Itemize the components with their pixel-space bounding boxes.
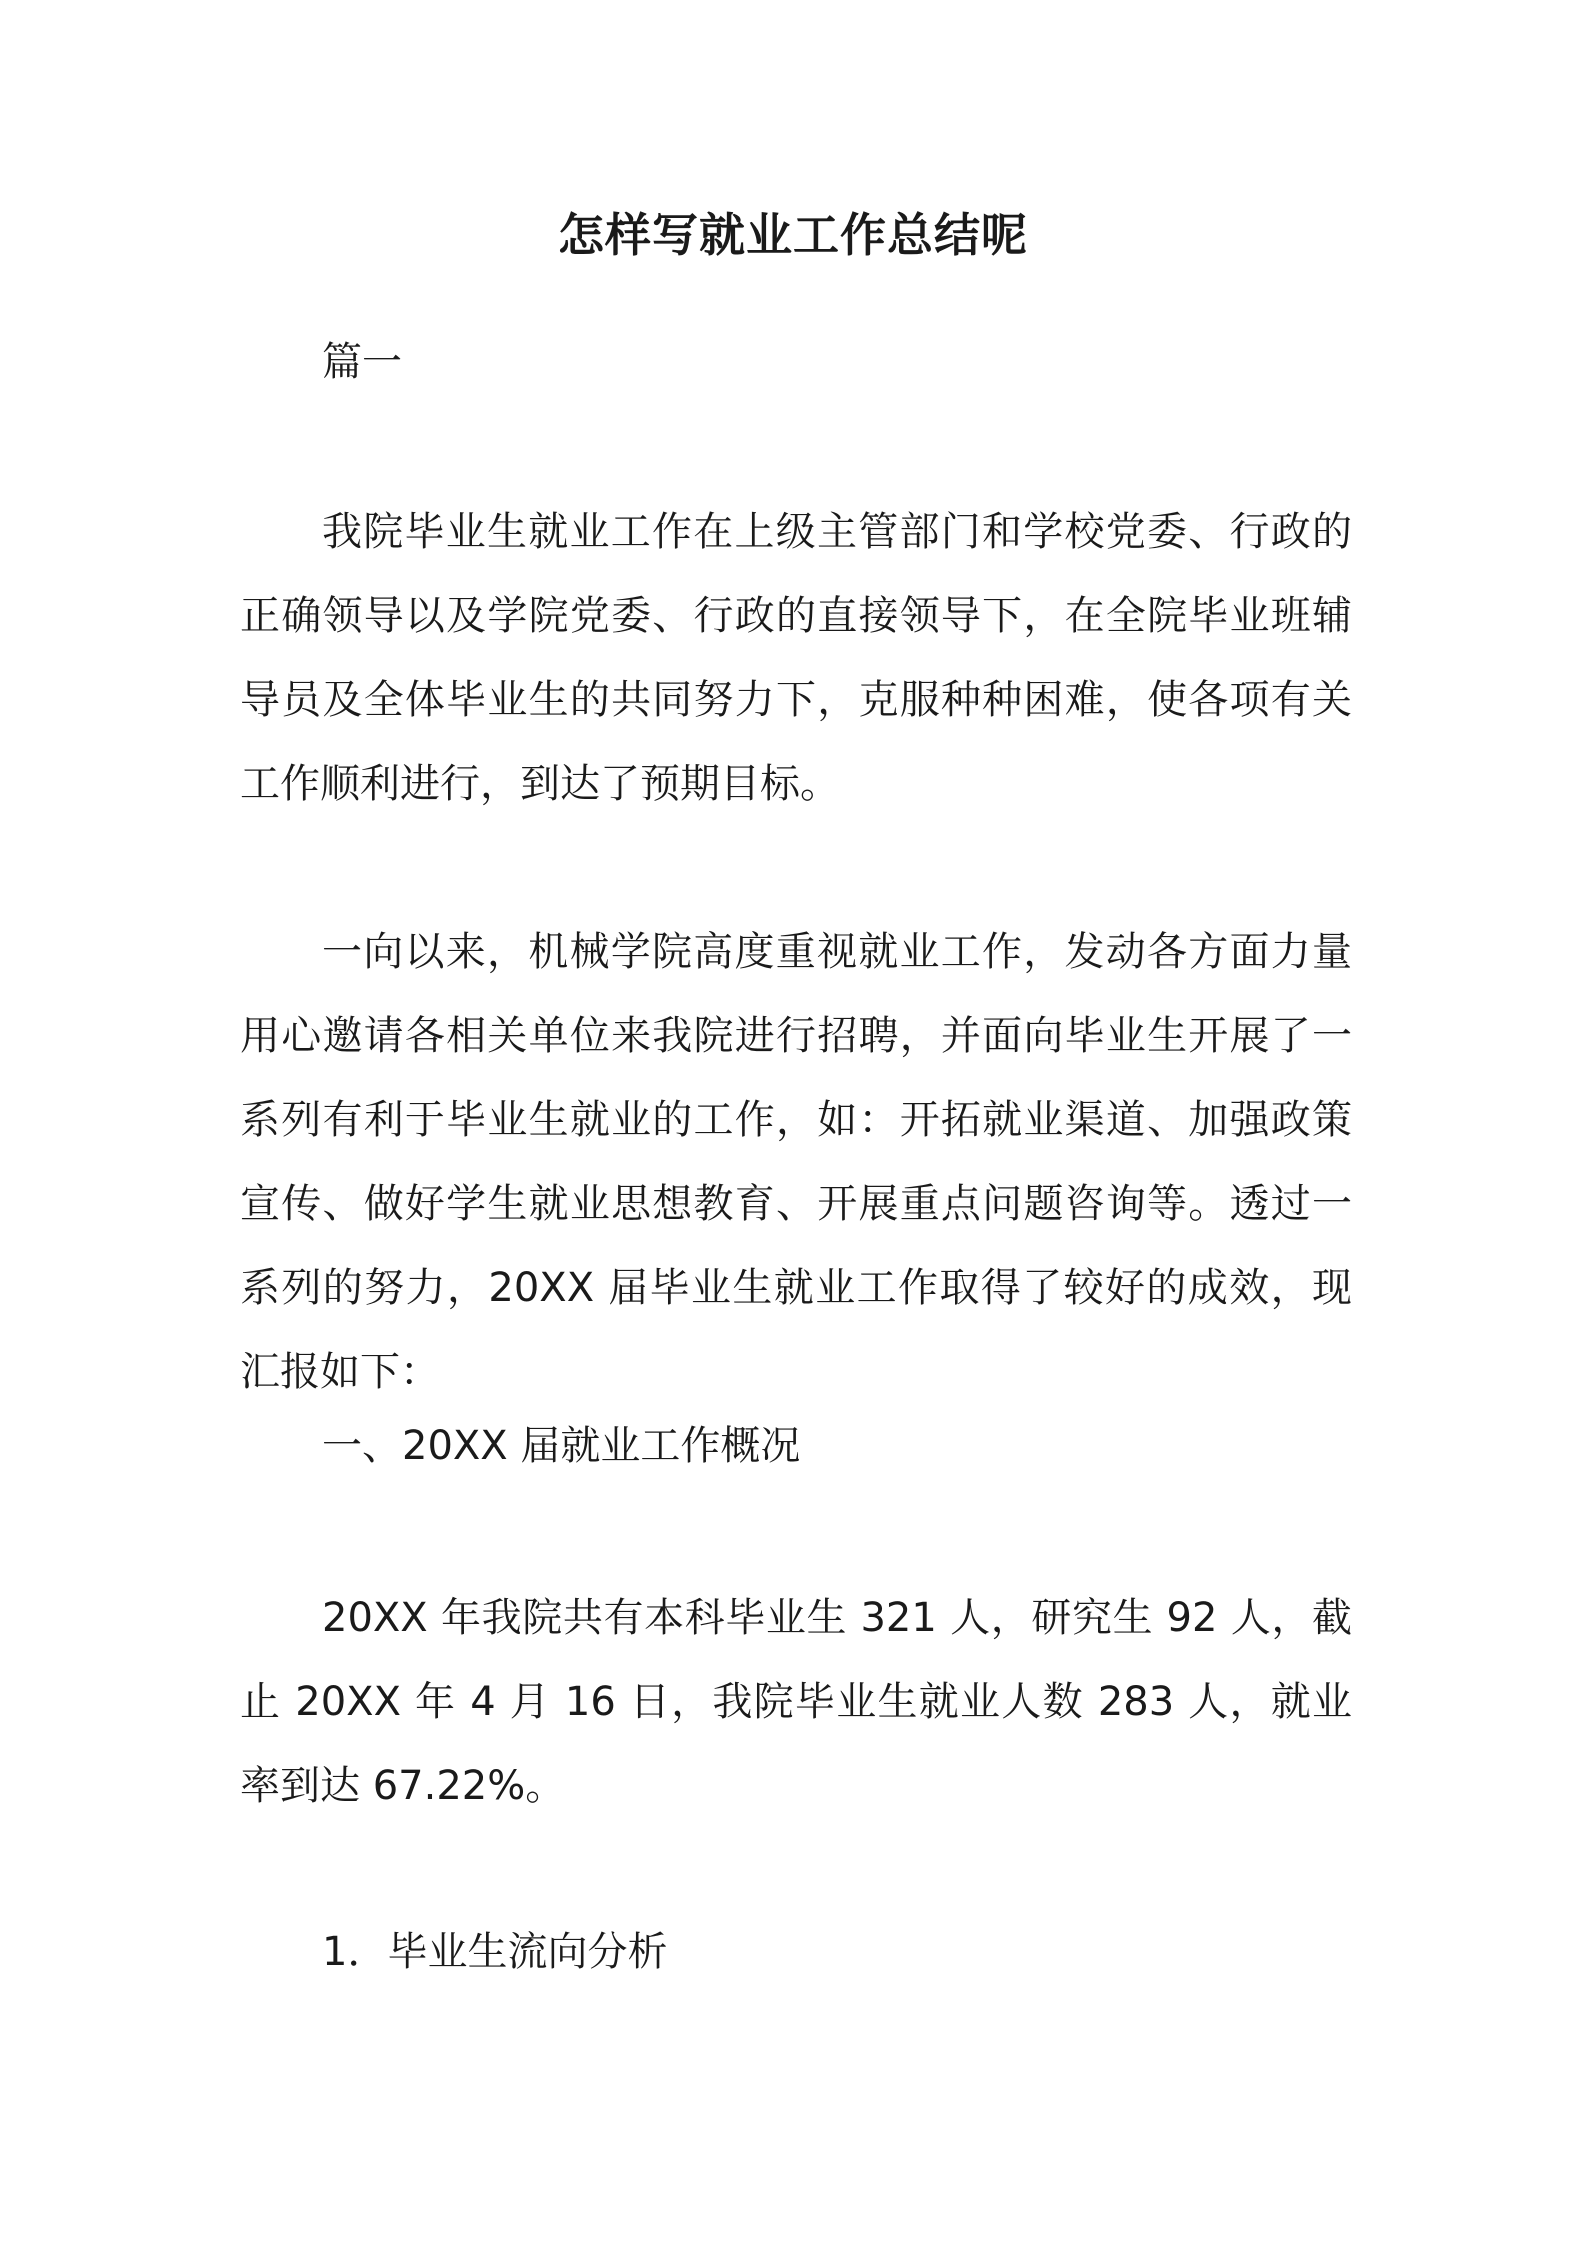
section-heading-employment-overview: 一、20XX 届就业工作概况 (322, 1423, 801, 1469)
paragraph-intro: 我院毕业生就业工作在上级主管部门和学校党委、行政的正确领导以及学院党委、行政的直接领导下，在全院毕业班辅导员及全体毕业生的共同努力下，克服种种困难，使各项有关工作顺利进行，到达了预期目标。 (240, 509, 1352, 807)
section-label: 篇一 (322, 339, 402, 385)
document-title: 怎样写就业工作总结呢 (558, 208, 1028, 262)
subsection-heading-graduate-flow: 1．毕业生流向分析 (322, 1929, 668, 1975)
paragraph-statistics: 20XX 年我院共有本科毕业生 321 人，研究生 92 人，截止 20XX 年 4 月 16 日，我院毕业生就业人数 283 人，就业率到达 67.22%。 (240, 1595, 1352, 1809)
paragraph-overview: 一向以来，机械学院高度重视就业工作，发动各方面力量用心邀请各相关单位来我院进行招聘，并面向毕业生开展了一系列有利于毕业生就业的工作，如：开拓就业渠道、加强政策宣传、做好学生就业思想教育、开展重点问题咨询等。透过一系列的努力，20XX 届毕业生就业工作取得了较好的成效，现汇报如下： (240, 929, 1352, 1395)
